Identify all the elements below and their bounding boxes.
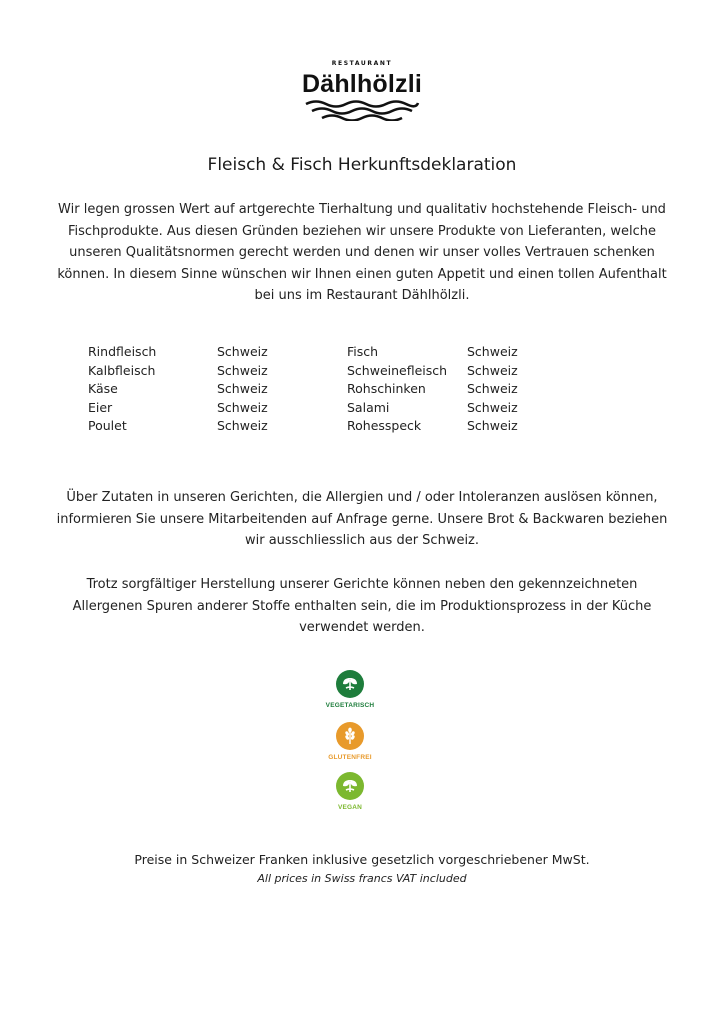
- origin-row: [0, 400, 724, 419]
- product-name: Salami: [347, 399, 390, 415]
- product-origin: Schweiz: [467, 362, 518, 378]
- product-origin: Schweiz: [467, 399, 518, 415]
- page-title: Fleisch & Fisch Herkunftsdeklaration: [207, 155, 517, 175]
- wheat-icon: [336, 722, 364, 750]
- product-origin: Schweiz: [217, 399, 268, 415]
- origin-row: [0, 381, 724, 400]
- waves-icon: [302, 99, 422, 121]
- glutenfree-badge: [320, 722, 380, 762]
- leaves-icon: [336, 772, 364, 800]
- vegetarian-badge: [320, 670, 380, 710]
- origin-row: [0, 344, 724, 363]
- origin-row: [0, 418, 724, 437]
- product-name: Schweinefleisch: [347, 362, 448, 378]
- trace-note: Trotz sorgfältiger Herstellung unserer Gerichte können neben den gekennzeichneten Allergenen Spuren anderer Stoffe enthalten sein, die im Produktionsprozess in der Küche verwendet werden.: [72, 577, 652, 635]
- product-origin: Schweiz: [467, 418, 518, 433]
- intro-text: Wir legen grossen Wert auf artgerechte Tierhaltung und qualitativ hochstehende Fleisch- und Fischprodukte. Aus diesen Gründen beziehen wir unsere Produkte von Lieferanten, welche unseren Qualitätsnormen gerecht werden und denen wir unser volles Vertrauen schenken können. In diesem Sinne wünschen wir Ihnen einen guten Appetit und einen tollen Aufenthalt bei uns im Restaurant Dählhölzli.: [57, 202, 667, 303]
- badge-label: GLUTENFREI: [328, 754, 372, 761]
- product-name: Kalbfleisch: [88, 362, 156, 378]
- logo-subtitle: RESTAURANT: [331, 60, 393, 67]
- product-name: Fisch: [347, 344, 379, 359]
- product-name: Rindfleisch: [88, 344, 157, 359]
- product-origin: Schweiz: [217, 418, 268, 433]
- product-name: Rohschinken: [347, 381, 426, 396]
- origin-table: [0, 344, 724, 437]
- logo-name: Dählhölzli: [301, 70, 423, 98]
- product-name: Eier: [88, 399, 113, 415]
- restaurant-logo: [0, 60, 724, 121]
- leaves-icon: [336, 670, 364, 698]
- product-name: Rohesspeck: [347, 418, 422, 433]
- allergy-note: Über Zutaten in unseren Gerichten, die Allergien und / oder Intoleranzen auslösen können, informieren Sie unsere Mitarbeitenden auf Anfrage gerne. Unsere Brot & Backwaren beziehen wir ausschliesslich aus der Schweiz.: [56, 490, 668, 548]
- badge-label: VEGETARISCH: [325, 702, 375, 709]
- vegan-badge: [320, 772, 380, 812]
- price-note: Preise in Schweizer Franken inklusive gesetzlich vorgeschriebener MwSt.: [134, 852, 590, 867]
- product-origin: Schweiz: [467, 344, 518, 359]
- product-origin: Schweiz: [217, 381, 268, 396]
- product-origin: Schweiz: [217, 362, 268, 378]
- price-note-english: All prices in Swiss francs VAT included: [257, 872, 467, 885]
- product-origin: Schweiz: [217, 344, 268, 359]
- product-origin: Schweiz: [467, 381, 518, 396]
- product-name: Poulet: [88, 418, 127, 433]
- origin-row: [0, 363, 724, 382]
- product-name: Käse: [88, 381, 118, 396]
- badge-label: VEGAN: [337, 804, 363, 811]
